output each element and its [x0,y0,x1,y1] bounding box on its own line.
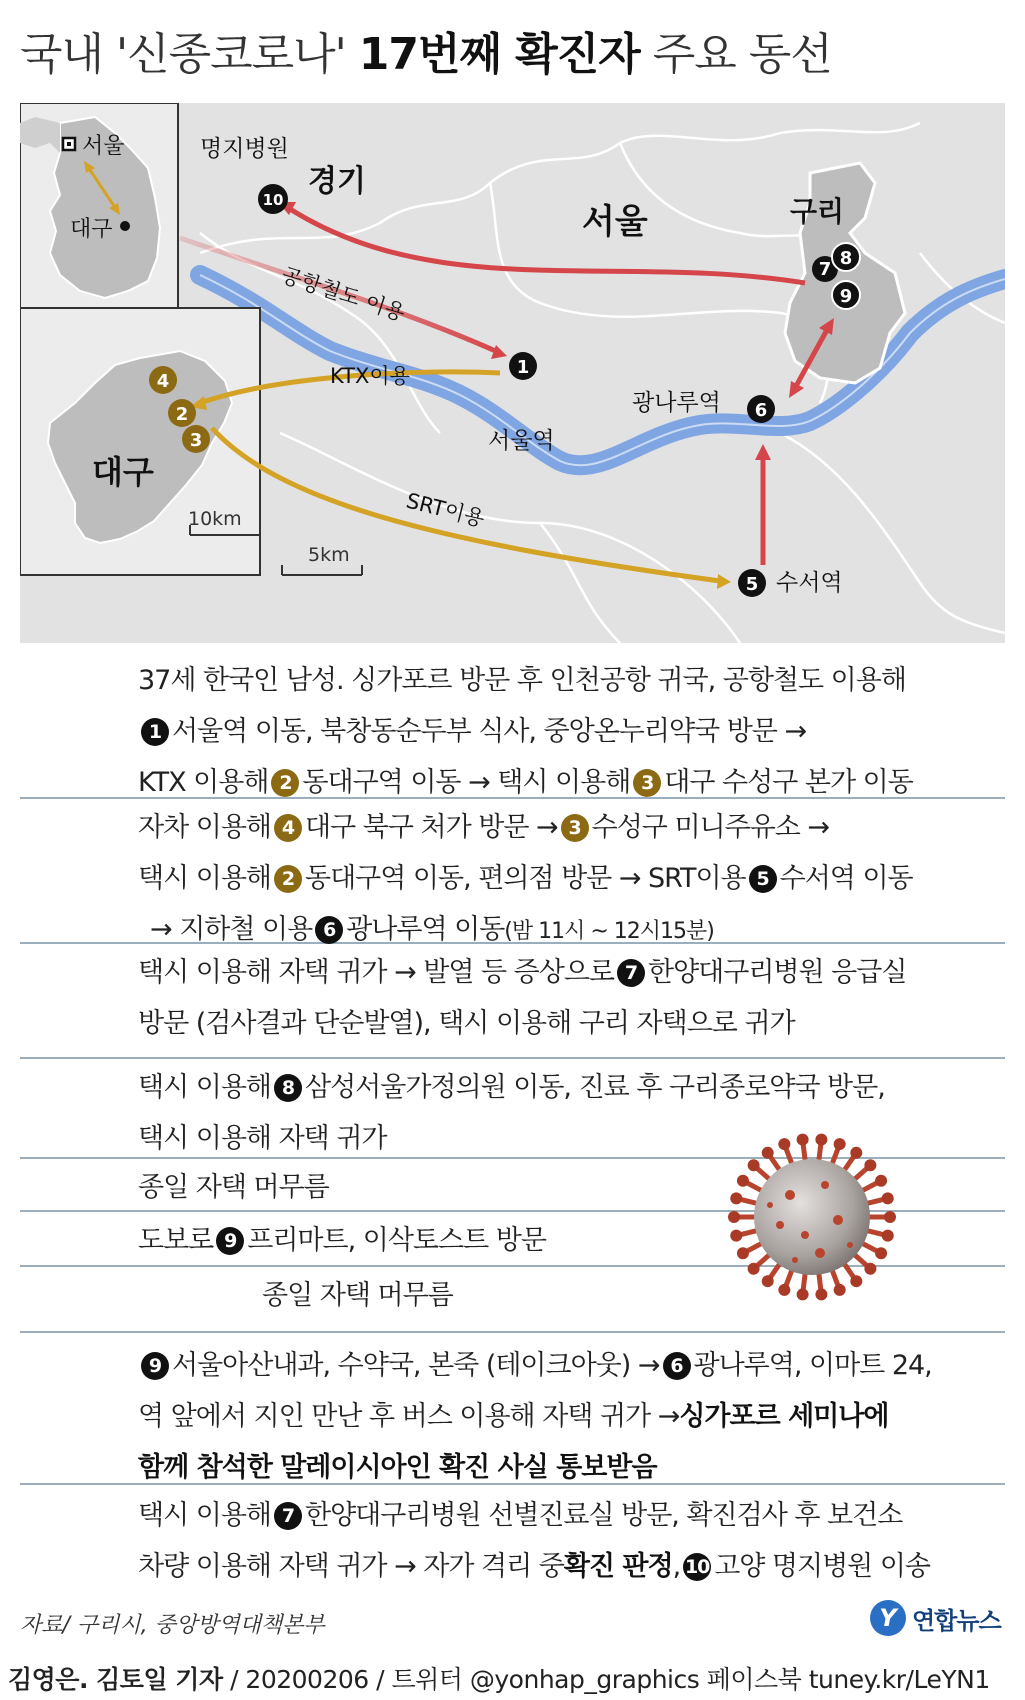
srt-label: SRT이용 [403,488,488,532]
timeline-text: 대구 수성구 본가 이동 [664,767,913,798]
timeline-text: 택시 이용해 [138,1072,271,1103]
marker-1 [509,352,537,380]
timeline-text: 자차 이용해 [138,812,271,843]
logo-text: 연합뉴스 [912,1606,1001,1635]
virus-spike-tip [850,1275,862,1287]
credit-reporters: 김영은. 김토일 기자 [8,1665,223,1694]
route-map [20,103,1005,643]
timeline-text: → 지하철 이용 [150,914,313,945]
timeline-text: 프리마트, 이삭토스트 방문 [247,1225,546,1256]
marker-4 [149,366,177,394]
step-marker: 3 [561,814,589,842]
virus-spike-tip [762,1275,774,1287]
svg-text:9: 9 [839,286,853,307]
step-marker: 6 [315,916,343,944]
timeline-line [138,1116,387,1155]
marker-6 [747,395,775,423]
svg-text:5: 5 [745,574,759,595]
virus-spike-tip [737,1247,749,1259]
timeline-text: 택시 이용해 자택 귀가 [138,1123,387,1154]
timeline-line [138,856,913,895]
virus-spike-tip [884,1211,896,1223]
svg-text:8: 8 [839,248,853,269]
timeline-line [150,907,714,946]
timeline-text: 서울아산내과, 수약국, 본죽 (테이크아웃) → [172,1350,660,1381]
timeline-separator [20,1331,1005,1333]
timeline-line [138,760,913,799]
timeline-text: 수서역 이동 [779,863,913,894]
virus-spike-tip [864,1159,876,1171]
svg-text:3: 3 [189,430,203,451]
timeline-text: 택시 이용해 [138,863,271,894]
timeline-line [138,1394,888,1433]
timeline-text: 확진 판정 [563,1551,673,1582]
timeline-line [138,1445,657,1484]
step-marker: 10 [683,1553,711,1581]
virus-spike-tip [778,1138,790,1150]
marker-2 [168,399,196,427]
timeline-separator [20,1057,1005,1059]
svg-text:6: 6 [754,400,768,421]
timeline-text: 종일 자택 머무름 [138,1172,329,1203]
virus-spike-tip [815,1288,827,1300]
hospital-label: 명지병원 [200,136,289,162]
step-marker: 1 [141,718,169,746]
timeline-line [138,1001,795,1040]
virus-spike-tip [737,1175,749,1187]
step-marker: 7 [617,959,645,987]
logo-mark: Y [870,1600,906,1636]
timeline-text: 차량 이용해 자택 귀가 → 자가 격리 중 [138,1551,564,1582]
timeline-text: 싱가포르 세미나에 [679,1401,889,1432]
marker-8 [832,243,860,271]
korea-inset [20,103,178,308]
virus-spike-tip [850,1147,862,1159]
virus-spike-tip [778,1284,790,1296]
timeline-line [138,805,829,844]
timeline-line [138,950,906,989]
timeline-text: 서울역 이동, 북창동순두부 식사, 중앙온누리약국 방문 → [172,716,807,747]
inset-daegu-label: 대구 [70,217,113,242]
page-title [20,18,832,82]
timeline-text: KTX 이용해 [138,767,269,798]
step-marker: 8 [274,1074,302,1102]
timeline-text: 역 앞에서 지인 만난 후 버스 이용해 자택 귀가 → [138,1401,680,1432]
gwangnaru-station-label: 광나루역 [632,390,721,416]
title-bold: 17번째 확진자 [358,29,640,80]
timeline-text: 광나루역, 이마트 24, [693,1350,932,1381]
airport-rail-label: 공항철도 이용 [278,262,408,326]
timeline-text: 삼성서울가정의원 이동, 진료 후 구리종로약국 방문, [305,1072,885,1103]
step-marker: 2 [274,865,302,893]
seoul-station-label: 서울역 [488,428,555,454]
virus-spike-tip [762,1147,774,1159]
virus-spike-tip [882,1230,894,1242]
yonhap-logo [870,1598,1001,1638]
title-suffix: 주요 동선 [652,29,832,80]
timeline-text: 도보로 [138,1225,214,1256]
virus-spike-tip [875,1247,887,1259]
virus-spike-tip [875,1175,887,1187]
svg-text:2: 2 [175,404,189,425]
daegu-region-label: 대구 [92,453,154,491]
timeline-line [138,709,806,748]
source-note: 자료/ 구리시, 중앙방역대책본부 [20,1613,325,1638]
step-marker: 5 [749,865,777,893]
timeline-text: 37세 한국인 남성. 싱가포르 방문 후 인천공항 귀국, 공항철도 이용해 [138,665,906,696]
virus-spike-tip [728,1211,740,1223]
timeline-text: (밤 11시 ~ 12시15분) [504,919,714,944]
virus-spike-tip [834,1138,846,1150]
timeline-text: 한양대구리병원 응급실 [648,957,907,988]
credit-details: / 20200206 / 트위터 @yonhap_graphics 페이스북 tuney.kr/LeYN1 [230,1665,990,1694]
virus-spike-tip [730,1192,742,1204]
timeline-text: 동대구역 이동 → 택시 이용해 [302,767,631,798]
timeline-text: 고양 명지병원 이송 [714,1551,931,1582]
timeline-text: 수성구 미니주유소 → [591,812,830,843]
timeline-text: 택시 이용해 [138,1500,271,1531]
virus-spike-tip [834,1284,846,1296]
main-scale-label: 5km [308,544,350,566]
daegu-scale-label: 10km [188,508,242,530]
step-marker: 4 [274,814,302,842]
svg-text:1: 1 [516,357,530,378]
virus-spike-tip [797,1288,809,1300]
marker-10 [258,184,288,214]
step-marker: 6 [663,1352,691,1380]
step-marker: 3 [633,769,661,797]
timeline-text: 함께 참석한 말레이시아인 확진 사실 통보받음 [138,1452,657,1483]
timeline-text: 동대구역 이동, 편의점 방문 → SRT이용 [305,863,746,894]
timeline-text: 광나루역 이동 [346,914,505,945]
timeline-text: , [672,1551,681,1582]
credit-line [8,1660,990,1696]
virus-spike-tip [748,1159,760,1171]
virus-spike-tip [882,1192,894,1204]
marker-5 [738,569,766,597]
step-marker: 7 [274,1502,302,1530]
timeline-text: 방문 (검사결과 단순발열), 택시 이용해 구리 자택으로 귀가 [138,1008,795,1039]
seoul-label: 서울 [582,202,648,242]
virus-spike-tip [864,1263,876,1275]
timeline-line [138,1544,930,1583]
title-prefix: 국내 '신종코로나' [20,29,346,80]
svg-text:7: 7 [818,259,832,280]
step-marker: 9 [141,1352,169,1380]
timeline-line [138,1493,902,1532]
marker-3 [182,425,210,453]
virus-illustration [720,1125,905,1310]
step-marker: 2 [271,769,299,797]
virus-spike-tip [730,1230,742,1242]
step-marker: 9 [216,1227,244,1255]
guri-label: 구리 [790,195,845,228]
timeline-line [138,658,906,697]
marker-9 [832,281,860,309]
inset-seoul-label: 서울 [82,134,125,159]
timeline-line [138,1065,885,1104]
virus-spike-tip [815,1134,827,1146]
svg-text:4: 4 [156,371,170,392]
virus-spike-tip [797,1134,809,1146]
timeline-text: 종일 자택 머무름 [262,1280,453,1311]
svg-text:10: 10 [262,191,284,209]
gyeonggi-label: 경기 [308,164,366,199]
timeline-line [262,1273,453,1312]
timeline-text: 택시 이용해 자택 귀가 → 발열 등 증상으로 [138,957,615,988]
timeline-line [138,1343,932,1382]
timeline-line [138,1165,329,1204]
timeline-line [138,1218,546,1257]
ktx-label: KTX이용 [330,364,410,388]
timeline-text: 한양대구리병원 선별진료실 방문, 확진검사 후 보건소 [305,1500,903,1531]
suseo-station-label: 수서역 [776,570,843,596]
virus-spike-tip [748,1263,760,1275]
timeline-text: 대구 북구 처가 방문 → [305,812,558,843]
